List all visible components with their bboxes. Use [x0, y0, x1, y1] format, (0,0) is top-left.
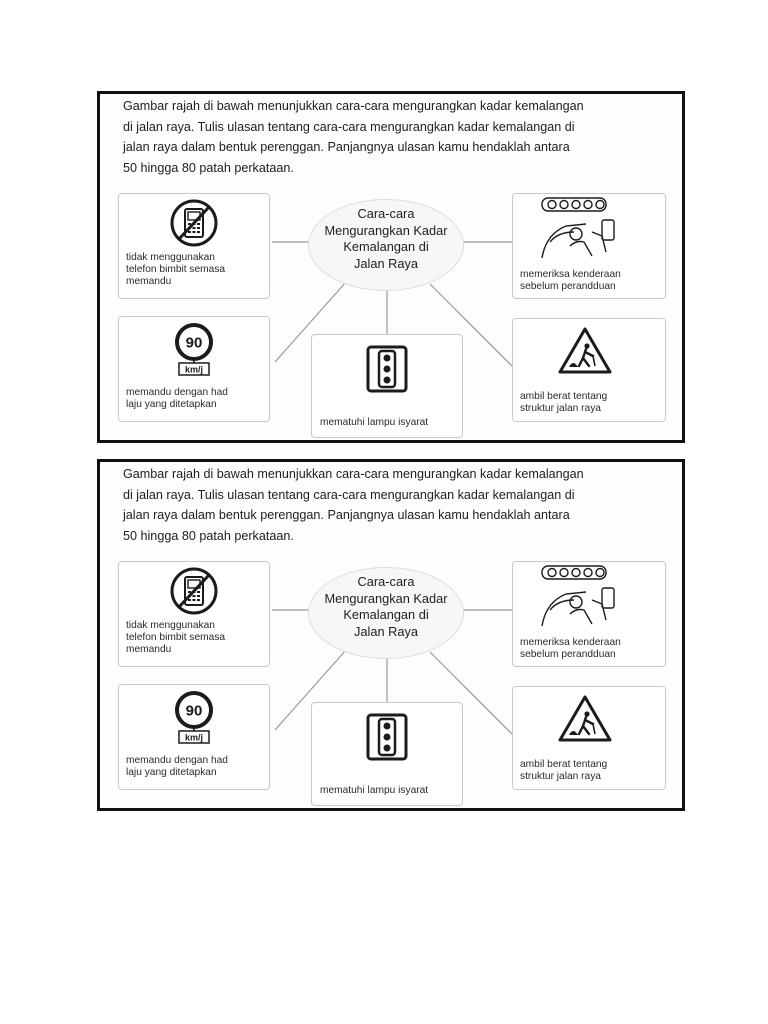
central-topic-title: Cara-cara Mengurangkan Kadar Kemalangan di Jalan Raya	[324, 206, 448, 271]
caption-traffic-light: mematuhi lampu isyarat	[320, 417, 429, 428]
instruction-text: Gambar rajah di bawah menunjukkan cara-cara mengurangkan kadar kemalangan di jalan raya. Tulis ulasan tentang cara-cara mengurangkan kadar kemalangan di jalan raya dalam bentuk perenggan. Panjangnya ulasan kamu hendaklah antara 50 hingga 80 patah perkataan.	[123, 99, 584, 175]
caption-no-phone: tidak menggunakan telefon bimbit semasa memandu	[126, 252, 226, 287]
speed-limit-sign-icon	[174, 691, 214, 747]
svg-text:km/j: km/j	[184, 364, 204, 375]
road-works-sign-icon	[557, 326, 613, 376]
caption-vehicle-check: memeriksa kenderaan sebelum perandduan	[520, 269, 621, 292]
road-works-sign-icon	[557, 694, 613, 744]
caption-speed-limit: memandu dengan had laju yang ditetapkan	[126, 387, 228, 410]
no-phone-icon	[166, 565, 222, 617]
caption-road-structure: ambil berat tentang struktur jalan raya	[520, 391, 608, 414]
caption-traffic-light: mematuhi lampu isyarat	[320, 785, 429, 796]
caption-speed-limit: memandu dengan had laju yang ditetapkan	[126, 755, 228, 778]
worksheet-panel-bottom	[97, 459, 685, 811]
caption-vehicle-check: memeriksa kenderaan sebelum perandduan	[520, 637, 621, 660]
worksheet-panel-top	[97, 91, 685, 443]
no-phone-icon	[166, 197, 222, 249]
svg-text:90: 90	[185, 702, 203, 720]
svg-text:90: 90	[185, 334, 203, 352]
vehicle-check-icon	[540, 564, 620, 632]
traffic-light-icon	[366, 345, 408, 393]
instruction-text: Gambar rajah di bawah menunjukkan cara-cara mengurangkan kadar kemalangan di jalan raya. Tulis ulasan tentang cara-cara mengurangkan kadar kemalangan di jalan raya dalam bentuk perenggan. Panjangnya ulasan kamu hendaklah antara 50 hingga 80 patah perkataan.	[123, 467, 584, 543]
traffic-light-icon	[366, 713, 408, 761]
central-topic-title: Cara-cara Mengurangkan Kadar Kemalangan di Jalan Raya	[324, 574, 448, 639]
vehicle-check-icon	[540, 196, 620, 264]
svg-text:km/j: km/j	[184, 732, 204, 743]
caption-no-phone: tidak menggunakan telefon bimbit semasa memandu	[126, 620, 226, 655]
caption-road-structure: ambil berat tentang struktur jalan raya	[520, 759, 608, 782]
speed-limit-sign-icon	[174, 323, 214, 379]
